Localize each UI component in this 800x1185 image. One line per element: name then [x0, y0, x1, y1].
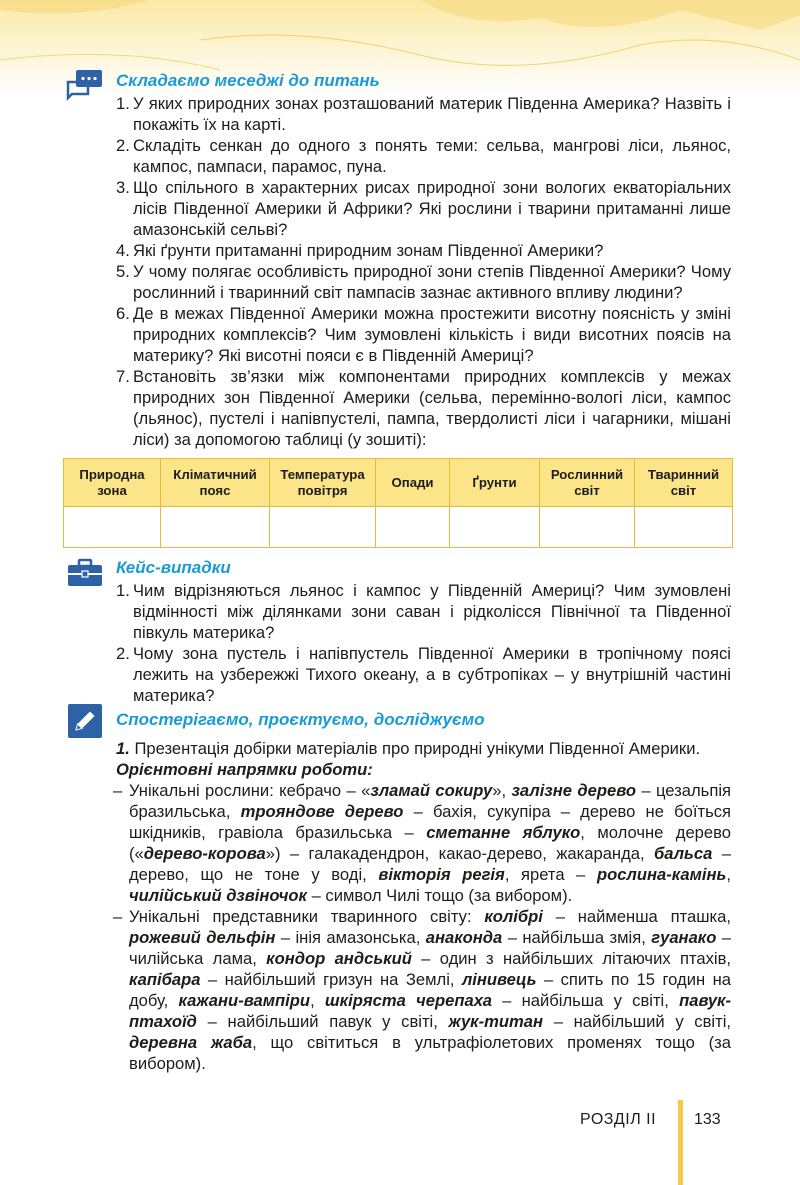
- list-item: [116, 643, 731, 706]
- section-title-research: Спостерігаємо, проєктуємо, досліджуємо: [116, 710, 485, 729]
- table-cell: [540, 507, 635, 548]
- highlighted-term: колібрі: [484, 907, 543, 926]
- text-segment: – спить по 15 годин на добу,: [129, 970, 732, 1010]
- task-line: [116, 738, 731, 759]
- table-header-cell: Опади: [376, 459, 450, 507]
- research-body: [113, 738, 732, 1074]
- list-item: [116, 580, 731, 643]
- pencil-icon: [66, 702, 104, 740]
- table-cell: [270, 507, 376, 548]
- highlighted-term: шкіряста черепаха: [324, 991, 492, 1010]
- text-segment: Унікальні представники тваринного світу:: [129, 907, 485, 926]
- text-segment: – інія амазонська,: [275, 928, 426, 947]
- text-segment: , ярета –: [504, 865, 598, 884]
- text-segment: – цезальпія бразильська,: [129, 781, 731, 821]
- text-segment: ») – галакадендрон, какао-дерево, жакаранда,: [265, 844, 655, 863]
- highlighted-term: деревна жаба: [129, 1033, 253, 1052]
- chat-bubbles-icon: [66, 68, 104, 102]
- table-cell: [161, 507, 270, 548]
- table-row: [64, 507, 733, 548]
- item-text: У чому полягає особливість природної зони степів Південної Америки? Чому рослинний і тваринний світ пампасів зазнає активного впливу людини?: [133, 262, 731, 302]
- list-item: [116, 261, 731, 303]
- item-number: 2.: [116, 136, 130, 155]
- highlighted-term: кажани-вампіри: [178, 991, 311, 1010]
- section-title-case-studies: Кейс-випадки: [116, 558, 231, 577]
- text-segment: – бахія, сукупіра – дерево не боїться шкідників, гравіола бразильська –: [129, 802, 731, 842]
- case-studies-list: [116, 580, 731, 706]
- text-segment: ,: [726, 865, 731, 884]
- text-segment: – найбільший у світі,: [543, 1012, 731, 1031]
- table-header-cell: Рослинний світ: [540, 459, 635, 507]
- table-cell: [635, 507, 733, 548]
- item-number: 6.: [116, 304, 130, 323]
- questions-list: [116, 93, 731, 450]
- highlighted-term: кондор андський: [266, 949, 412, 968]
- item-text: Чому зона пустель і напівпустель Південної Америки в тропічному поясі лежить на узбережжі Тихого океану, а в субтропіках – у внутрішній частині материка?: [133, 644, 731, 705]
- item-text: Де в межах Південної Америки можна простежити висотну поясність у зміні природних комплексів? Чим зумовлені кількість і види висотних поясів на материку? Які висотні пояси є в Південній Америці?: [133, 304, 731, 365]
- text-segment: ,: [310, 991, 325, 1010]
- list-item: [116, 240, 731, 261]
- highlighted-term: бальса: [654, 844, 713, 863]
- text-segment: – найбільший гризун на Землі,: [200, 970, 462, 989]
- highlighted-term: рожевий дельфін: [129, 928, 276, 947]
- table-header-cell: Тваринний світ: [635, 459, 733, 507]
- item-text: Які ґрунти притаманні природним зонам Південної Америки?: [133, 241, 604, 260]
- animals-paragraph: – Унікальні представники тваринного світу: колібрі – найменша пташка, рожевий дельфін – інія амазонська, анаконда – найбільша змія, гуанако – чилійська лама, кондор андський – один з найбільших літаючих птахів, капібара – найбільший гризун на Землі, лінивець – спить по 15 годин на добу, кажани-вампіри, шкіряста черепаха – найбільша у світі, павук-птахоїд – найбільший павук у світі, жук-титан – найбільший у світі, деревна жаба, що світиться в ультрафіолетових променях тощо (за вибором).: [113, 907, 732, 1073]
- directions-heading: Орієнтовні напрямки роботи:: [116, 760, 373, 779]
- item-text: Складіть сенкан до одного з понять теми: сельва, мангрові ліси, льянос, кампос, пампаси, парамос, пуна.: [133, 136, 731, 176]
- table-header-cell: Природна зона: [64, 459, 161, 507]
- item-number: 5.: [116, 262, 130, 281]
- text-segment: , що світиться в ультрафіолетових променях тощо (за вибором).: [129, 1033, 732, 1073]
- highlighted-term: лінивець: [461, 970, 537, 989]
- page-number: 133: [694, 1111, 721, 1128]
- list-item: [116, 303, 731, 366]
- list-item: [116, 135, 731, 177]
- highlighted-term: трояндове дерево: [240, 802, 404, 821]
- table-header-row: [64, 459, 733, 507]
- section-label: РОЗДІЛ II: [580, 1111, 657, 1128]
- animals-text: [129, 907, 731, 1073]
- task-number: 1.: [116, 739, 130, 758]
- text-segment: – дерево, що не тоне у воді,: [129, 844, 732, 884]
- table-header-cell: Ґрунти: [450, 459, 540, 507]
- table-cell: [64, 507, 161, 548]
- text-segment: – символ Чилі тощо (за вибором).: [306, 886, 573, 905]
- list-item: [116, 93, 731, 135]
- highlighted-term: чилійський дзвіночок: [129, 886, 307, 905]
- item-number: 7.: [116, 367, 130, 386]
- highlighted-term: павук-птахоїд: [129, 991, 731, 1031]
- list-item: [116, 177, 731, 240]
- text-segment: – чилійська лама,: [129, 928, 732, 968]
- highlighted-term: вікторія регія: [378, 865, 505, 884]
- highlighted-term: рослина-камінь: [597, 865, 727, 884]
- highlighted-term: зламай сокиру: [370, 781, 493, 800]
- item-text: У яких природних зонах розташований материк Південна Америка? Назвіть і покажіть їх на карті.: [133, 94, 731, 134]
- text-segment: – найменша пташка,: [542, 907, 731, 926]
- text-segment: – найбільша змія,: [502, 928, 652, 947]
- item-number: 4.: [116, 241, 130, 260]
- plants-text: [129, 781, 731, 905]
- briefcase-icon: [66, 556, 104, 590]
- text-segment: »,: [492, 781, 512, 800]
- text-segment: – найбільша у світі,: [491, 991, 680, 1010]
- table-cell: [376, 507, 450, 548]
- highlighted-term: жук-титан: [448, 1012, 544, 1031]
- item-number: 1.: [116, 581, 130, 600]
- table-cell: [450, 507, 540, 548]
- item-number: 1.: [116, 94, 130, 113]
- text-segment: , молочне дерево («: [129, 823, 731, 863]
- highlighted-term: анаконда: [425, 928, 503, 947]
- text-segment: – один з найбільших літаючих птахів,: [411, 949, 731, 968]
- footer-divider: [678, 1100, 683, 1185]
- item-number: 2.: [116, 644, 130, 663]
- highlighted-term: дерево-корова: [143, 844, 266, 863]
- highlighted-term: сметанне яблуко: [426, 823, 581, 842]
- plants-paragraph: – Унікальні рослини: кебрачо – «зламай сокиру», залізне дерево – цезальпія бразильська, трояндове дерево – бахія, сукупіра – дерево не боїться шкідників, гравіола бразильська – сметанне яблуко, молочне дерево («дерево-корова») – галакадендрон, какао-дерево, жакаранда, бальса – дерево, що не тоне у воді, вікторія регія, ярета – рослина-камінь, чилійський дзвіночок – символ Чилі тощо (за вибором).: [113, 781, 732, 905]
- natural-zones-table: [63, 458, 733, 548]
- item-text: Встановіть зв’язки між компонентами природних комплексів у межах природних зон Південної Америки (сельва, перемінно-вологі ліси, кампос (льянос), пустелі і напівпустелі, пампа, твердолисті ліси і чагарники, мішані ліси) за допомогою таблиці (у зошиті):: [133, 367, 731, 449]
- item-number: 3.: [116, 178, 130, 197]
- item-text: Що спільного в характерних рисах природної зони вологих екваторіальних лісів Південної Америки й Африки? Які рослини і тварини притаманні лише амазонській сельві?: [133, 178, 731, 239]
- section-title-questions: Складаємо меседжі до питань: [116, 71, 380, 90]
- highlighted-term: гуанако: [651, 928, 717, 947]
- table-header-cell: Температура повітря: [270, 459, 376, 507]
- highlighted-term: залізне дерево: [511, 781, 636, 800]
- text-segment: – найбільший павук у світі,: [196, 1012, 449, 1031]
- table-header-cell: Кліматичний пояс: [161, 459, 270, 507]
- item-text: Чим відрізняються льянос і кампос у Південній Америці? Чим зумовлені відмінності між ділянками зони саван і рідколісся Північної та Південної півкуль материка?: [133, 581, 731, 642]
- text-segment: Унікальні рослини: кебрачо – «: [129, 781, 371, 800]
- highlighted-term: капібара: [129, 970, 201, 989]
- list-item: [116, 366, 731, 450]
- task-text: Презентація добірки матеріалів про природні унікуми Південної Америки.: [129, 739, 701, 758]
